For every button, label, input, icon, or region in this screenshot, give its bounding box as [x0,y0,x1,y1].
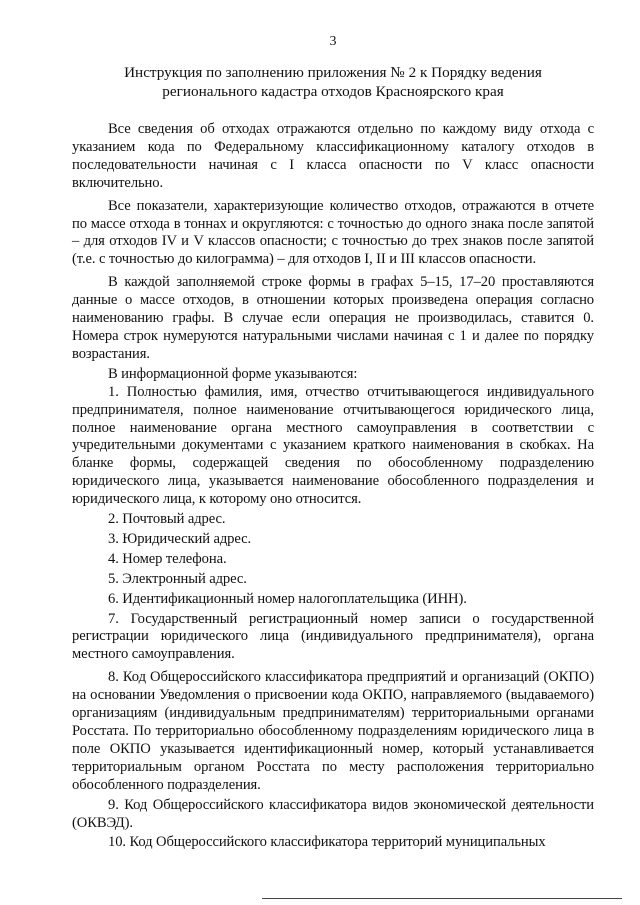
paragraph-info-form-intro: В информационной форме указываются: [108,365,358,382]
title-line-1: Инструкция по заполнению приложения № 2 к Порядку ведения [124,64,542,81]
paragraph-rows: В каждой заполняемой строке формы в графах 5–15, 17–20 проставляются данные о массе отходов, в отношении которых произведена операция согласно наименованию графы. В случае если операция не производилась, ставится 0. Номера строк нумеруются натуральными числами начиная с 1 и далее по порядку возрастания. [72,274,594,362]
list-item-10: 10. Код Общероссийского классификатора территорий муниципальных [108,834,546,851]
paragraph-waste-info: Все сведения об отходах отражаются отдельно по каждому виду отхода с указанием кода по Федеральному классификационному каталогу отходов в последовательности начиная с I класса опасности по V класс опасности включительно. [72,121,594,191]
page-bottom-border [262,898,622,899]
list-item-6: 6. Идентификационный номер налогоплательщика (ИНН). [108,590,467,607]
title-line-2: регионального кадастра отходов Красноярского края [162,82,504,100]
page-number: 3 [329,34,337,49]
document-title [72,64,594,101]
list-item-2: 2. Почтовый адрес. [108,511,226,528]
list-item-3: 3. Юридический адрес. [108,530,252,547]
list-item-1: 1. Полностью фамилия, имя, отчество отчитывающегося индивидуального предпринимателя, полное наименование отчитывающегося юридического лица, полное наименование органа местного самоуправления в соответствии с учредительными документами с указанием краткого наименования в скобках. На бланке формы, содержащей сведения по обособленному подразделению юридического лица, указывается наименование обособленного подразделения и юридического лица, к которому оно относится. [72,383,594,508]
list-item-4: 4. Номер телефона. [108,550,227,567]
list-item-8: 8. Код Общероссийского классификатора предприятий и организаций (ОКПО) на основании Уведомления о присвоении кода ОКПО, направляемого (выдаваемого) организациям (индивидуальным предпринимателям) территориальными органами Росстата. По территориально обособленному подразделениям юридического лица в поле ОКПО указывается идентификационный номер, который устанавливается территориальным органом Росстата по месту расположения территориально обособленного подразделения. [72,669,594,793]
document-body [72,121,594,852]
list-item-5: 5. Электронный адрес. [108,570,247,587]
list-item-9: 9. Код Общероссийского классификатора видов экономической деятельности (ОКВЭД). [72,796,594,831]
paragraph-indicators: Все показатели, характеризующие количество отходов, отражаются в отчете по массе отхода в тоннах и округляются: с точностью до одного знака после запятой – для отходов IV и V классов опасности; с точностью до трех знаков после запятой (т.е. с точностью до килограмма) – для отходов I, II и III классов опасности. [72,197,594,268]
list-item-7: 7. Государственный регистрационный номер записи о государственной регистрации юридического лица (индивидуального предпринимателя), органа местного самоуправления. [72,610,594,663]
